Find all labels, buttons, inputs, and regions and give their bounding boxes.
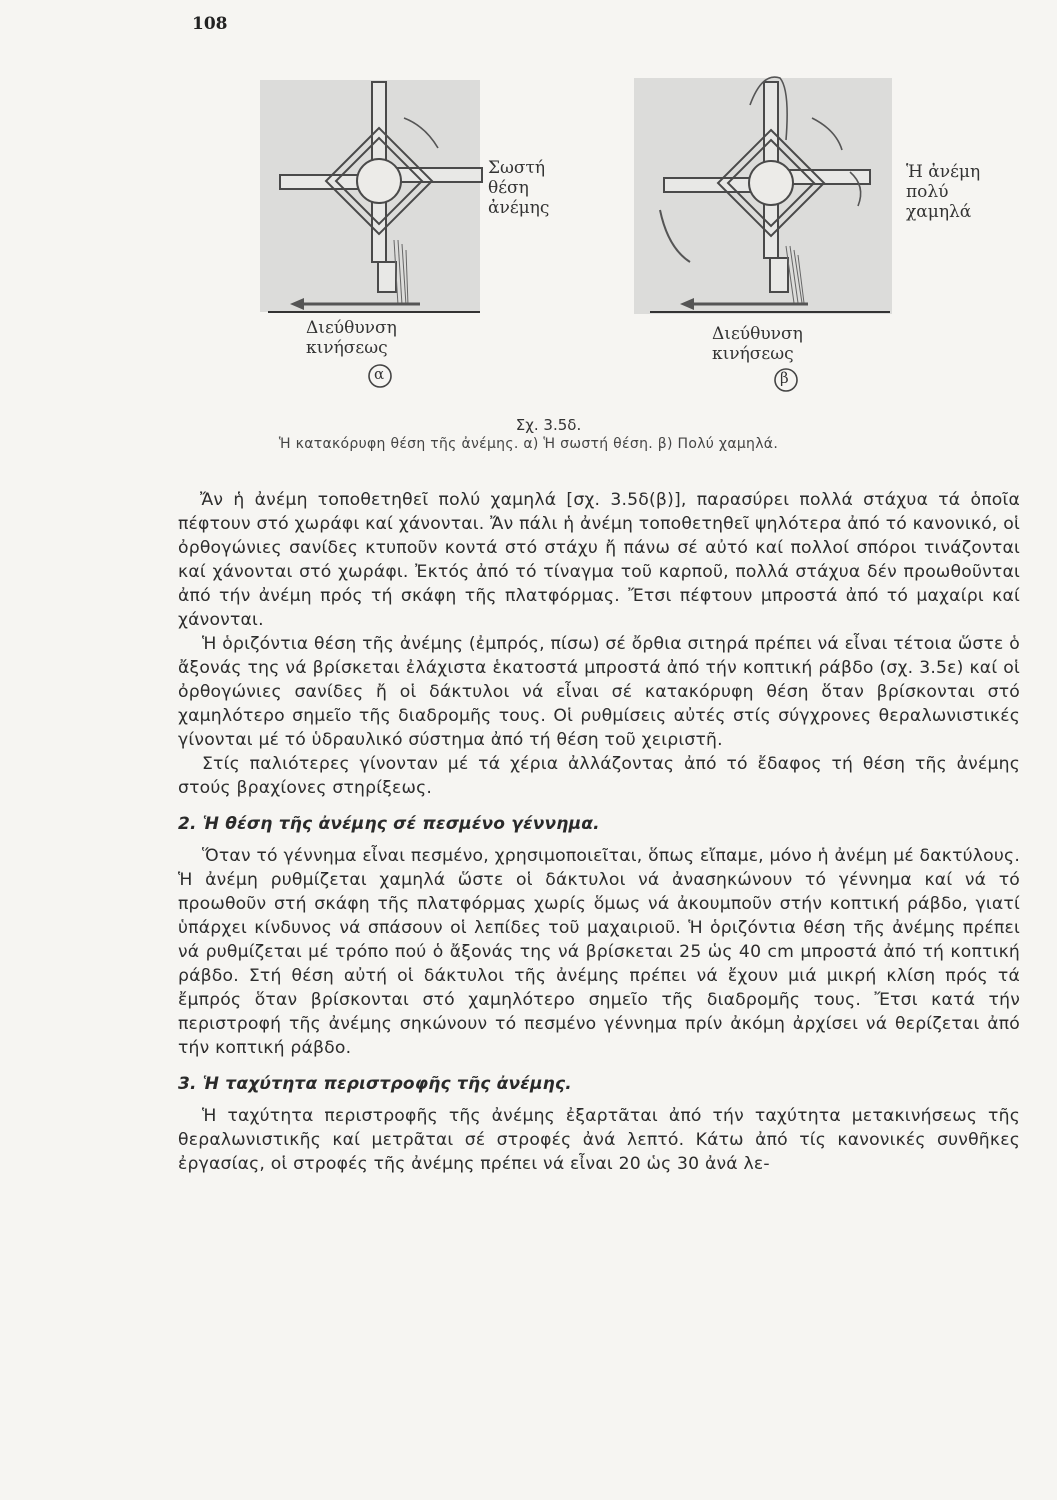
label-correct-position: Σωστή θέση ἀνέμης bbox=[488, 158, 550, 218]
paragraph-3: Στίς παλιότερες γίνονταν μέ τά χέρια ἀλλάζοντας ἀπό τό ἔδαφος τή θέση τῆς ἀνέμης στούς βραχίονες στηρίξεως. bbox=[178, 754, 1020, 798]
figure-caption-text: Ἡ κατακόρυφη θέση τῆς ἀνέμης. α) Ἡ σωστή θέση. β) Πολύ χαμηλά. bbox=[278, 436, 779, 452]
marker-b: β bbox=[780, 369, 789, 387]
marker-a: α bbox=[374, 365, 385, 383]
paragraph-5: Ἡ ταχύτητα περιστροφῆς τῆς ἀνέμης ἐξαρτᾶται ἀπό τήν ταχύτητα μετακινήσεως τῆς θεραλωνιστικῆς καί μετρᾶται σέ στροφές ἀνά λεπτό. Κάτω ἀπό τίς κανονικές συνθῆκες ἐργασίας, οἱ στροφές τῆς ἀνέμης πρέπει νά εἶναι 20 ὡς 30 ἀνά λε- bbox=[178, 1106, 1020, 1174]
paragraph-4: Ὅταν τό γέννημα εἶναι πεσμένο, χρησιμοποιεῖται, ὅπως εἴπαμε, μόνο ἡ ἀνέμη μέ δακτύλους. Ἡ ἀνέμη ρυθμίζεται χαμηλά ὥστε οἱ δάκτυλοι νά ἀνασηκώνουν τό γέννημα καί νά τό προωθοῦν στή σκάφη τῆς πλατφόρμας χωρίς ὅμως νά ἀκουμποῦν στήν κοπτική ράβδο, γιατί ὑπάρχει κίνδυνος νά σπάσουν οἱ λεπίδες τοῦ μαχαιριοῦ. Ἡ ὁριζόντια θέση τῆς ἀνέμης πρέπει νά ρυθμίζεται μέ τρόπο πού ὁ ἄξονάς της νά βρίσκεται 25 ὡς 40 cm μπροστά ἀπό τή κοπτική ράβδο. Στή θέση αὐτή οἱ δάκτυλοι τῆς ἀνέμης πρέπει νά ἔχουν μιά μικρή κλίση πρός τά ἔμπρός ὅταν βρίσκονται στό χαμηλότερο σημεῖο τῆς διαδρομῆς τους. Ἔτσι κατά τήν περιστροφή τῆς ἀνέμης σηκώνουν τό πεσμένο γέννημα πρίν ἀκόμη ἀρχίσει νά θερίζεται ἀπό τήν κοπτική ράβδο. bbox=[178, 846, 1020, 1058]
page-number: 108 bbox=[192, 14, 228, 34]
section-heading-2: 2. Ἡ θέση τῆς ἀνέμης σέ πεσμένο γέννημα. bbox=[178, 814, 600, 834]
direction-label-a: Διεύθυνση κινήσεως bbox=[306, 318, 397, 358]
paragraph-1: Ἄν ἡ ἀνέμη τοποθετηθεῖ πολύ χαμηλά [σχ. 3.5δ(β)], παρασύρει πολλά στάχυα τά ὁποῖα πέφτουν στό χωράφι καί χάνονται. Ἄν πάλι ἡ ἀνέμη τοποθετηθεῖ ψηλότερα ἀπό τό κανονικό, οἱ ὀρθογώνιες σανίδες κτυποῦν κοντά στό στάχυ ἤ πάνω σέ αὐτό καί πολλοί σπόροι τινάζονται καί χάνονται στό χωράφι. Ἐκτός ἀπό τό τίναγμα τοῦ καρποῦ, πολλά στάχυα δέν προωθοῦνται ἀπό τήν ἀνέμη πρός τή σκάφη τῆς πλατφόρμας. Ἔτσι πέφτουν μπροστά ἀπό τό μαχαίρι καί χάνονται. bbox=[178, 490, 1020, 630]
figure-3-5d bbox=[0, 0, 1057, 400]
paragraph-2: Ἡ ὁριζόντια θέση τῆς ἀνέμης (ἐμπρός, πίσω) σέ ὄρθια σιτηρά πρέπει νά εἶναι τέτοια ὥστε ὁ ἄξονάς της νά βρίσκεται ἐλάχιστα ἑκατοστά μπροστά ἀπό τήν κοπτική ράβδο (σχ. 3.5ε) καί οἱ ὀρθογώνιες σανίδες ἤ οἱ δάκτυλοι νά εἶναι σέ κατακόρυφη θέση ὅταν βρίσκονται στό χαμηλότερο σημεῖο τῆς διαδρομῆς τους. Οἱ ρυθμίσεις αὐτές στίς σύγχρονες θεραλωνιστικές γίνονται μέ τό ὑδραυλικό σύστημα ἀπό τή θέση τοῦ χειριστῆ. bbox=[178, 634, 1020, 750]
figure-caption-title: Σχ. 3.5δ. bbox=[515, 416, 582, 434]
body-text bbox=[178, 488, 1020, 1176]
section-heading-3: 3. Ἡ ταχύτητα περιστροφῆς τῆς ἀνέμης. bbox=[178, 1074, 572, 1094]
direction-label-b: Διεύθυνση κινήσεως bbox=[712, 324, 803, 364]
label-too-low: Ἡ ἀνέμη πολύ χαμηλά bbox=[906, 162, 981, 222]
